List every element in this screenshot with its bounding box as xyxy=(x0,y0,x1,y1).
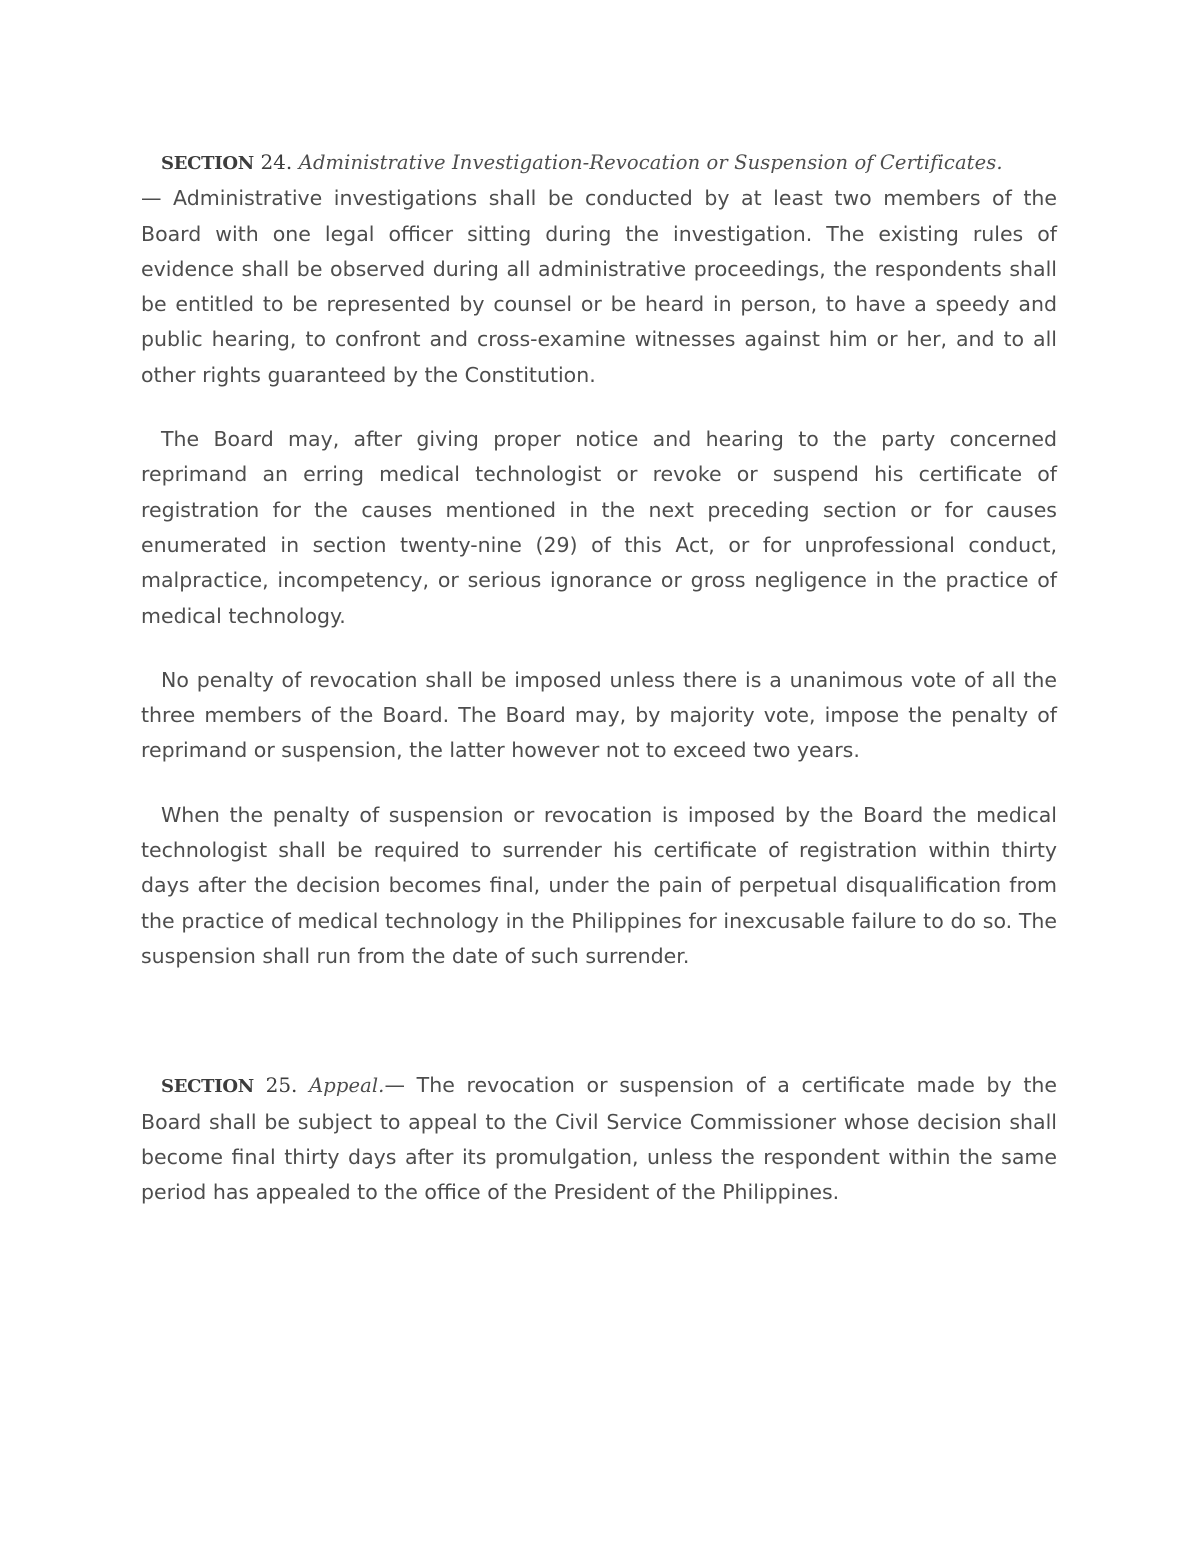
document-page xyxy=(141,145,1057,1210)
section-24-paragraph xyxy=(141,145,1057,393)
section-24-body: — Administrative investigations shall be conducted by at least two members of the Board with one legal officer sitting during the investigation. The existing rules of evidence shall be observed during all administrative proceedings, the respondents shall be entitled to be represented by counsel or be heard in person, to have a speedy and public hearing, to confront and cross-examine witnesses against him or her, and to all other rights guaranteed by the Constitution. xyxy=(141,186,1057,387)
section-24-number: 24. xyxy=(260,150,293,174)
section-25-number: 25. xyxy=(265,1073,298,1098)
section-24-label: SECTION xyxy=(161,153,254,174)
section-25-paragraph xyxy=(141,1068,1057,1210)
section-24-paragraph-3: No penalty of revocation shall be imposed unless there is a unanimous vote of all the three members of the Board. The Board may, by majority vote, impose the penalty of reprimand or suspension, the latter however not to exceed two years. xyxy=(141,667,1057,763)
section-24-paragraph-4: When the penalty of suspension or revocation is imposed by the Board the medical technologist shall be required to surrender his certificate of registration within thirty days after the decision becomes final, under the pain of perpetual disqualification from the practice of medical technology in the Philippines for inexcusable failure to do so. The suspension shall run from the date of such surrender. xyxy=(141,802,1057,968)
section-24-paragraph-2: The Board may, after giving proper notice and hearing to the party concerned reprimand an erring medical technologist or revoke or suspend his certificate of registration for the causes mentioned in the next preceding section or for causes enumerated in section twenty-nine (29) of this Act, or for unprofessional conduct, malpractice, incompetency, or serious ignorance or gross negligence in the practice of medical technology. xyxy=(141,427,1057,628)
section-24-title: Administrative Investigation-Revocation or Suspension of Certificates. xyxy=(298,151,1003,174)
section-25-title: Appeal. xyxy=(309,1074,385,1098)
section-25-label: SECTION xyxy=(161,1076,254,1098)
section-25-body: — The revocation or suspension of a certificate made by the Board shall be subject to appeal to the Civil Service Commissioner whose decision shall become final thirty days after its promulgation, unless the respondent within the same period has appealed to the office of the President of the Philippines. xyxy=(141,1073,1057,1205)
